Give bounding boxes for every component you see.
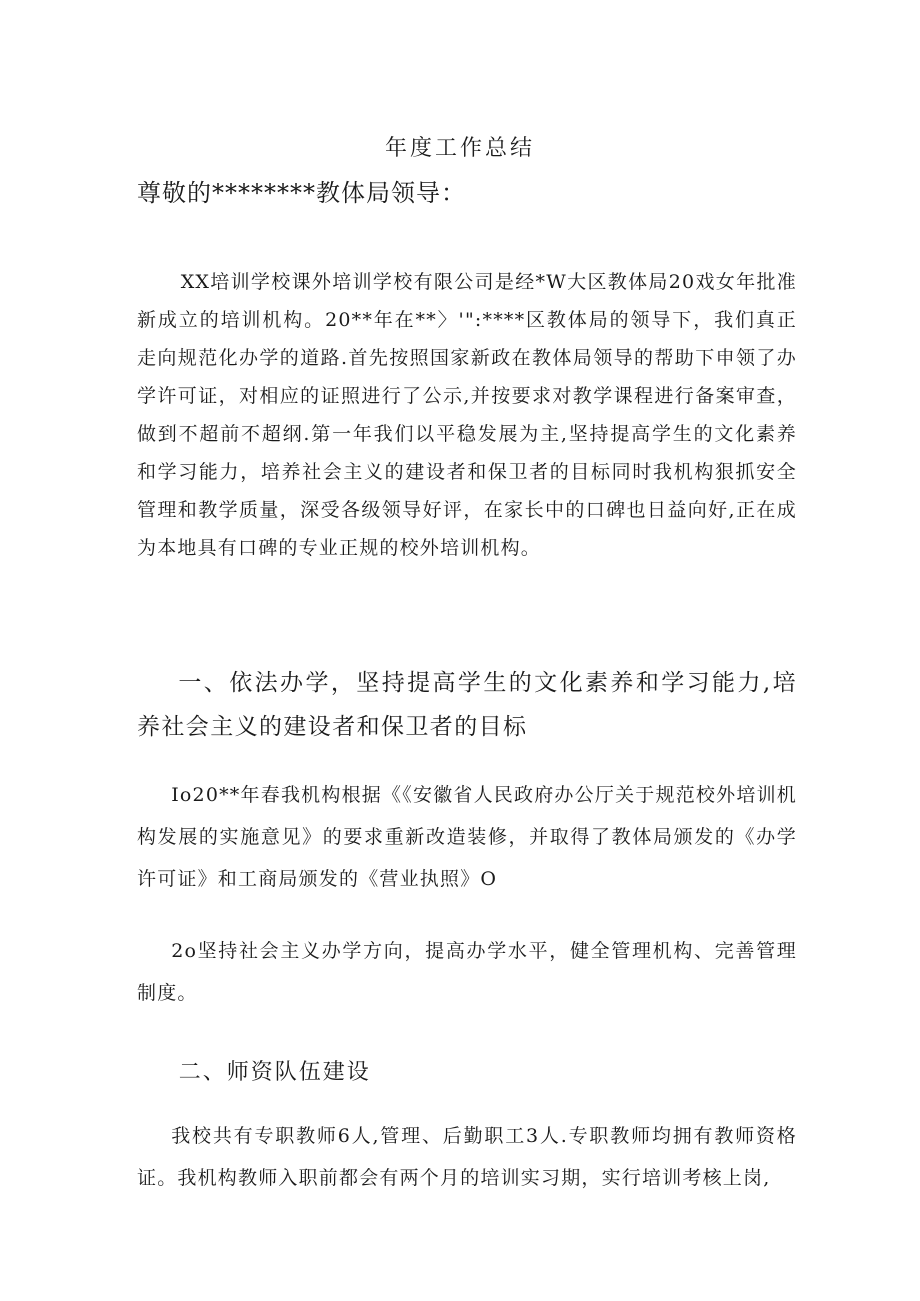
section-1-item-2: 2o坚持社会主义办学方向，提高办学水平，健全管理机构、完善管理制度。 [137,940,797,1004]
salutation: 尊敬的********教体局领导： [137,179,466,207]
section-heading-1: 一、依法办学，坚持提高学生的文化素养和学习能力,培养社会主义的建设者和保卫者的目标 [137,670,797,740]
intro-paragraph: XX培训学校课外培训学校有限公司是经*W大区教体局20戏女年批准新成立的培训机构。20**年在**〉'":****区教体局的领导下，我们真正走向规范化办学的道路.首先按照国家新政在教体局领导的帮助下申领了办学许可证，对相应的证照进行了公示,并按要求对教学课程进行备案审查，做到不超前不超纲.第一年我们以平稳发展为主,坚持提高学生的文化素养和学习能力，培养社会主义的建设者和保卫者的目标同时我机构狠抓安全管理和教学质量，深受各级领导好评，在家长中的口碑也日益向好,正在成为本地具有口碑的专业正规的校外培训机构。 [137,271,797,559]
section-1-item-1: Io20**年春我机构根据《《安徽省人民政府办公厅关于规范校外培训机构发展的实施意见》的要求重新改造装修，并取得了教体局颁发的《办学许可证》和工商局颁发的《营业执照》O [137,784,797,890]
document-title: 年度工作总结 [384,136,535,161]
section-heading-2: 二、师资队伍建设 [178,1060,371,1085]
section-2-paragraph: 我校共有专职教师6人,管理、后勤职工3人.专职教师均拥有教师资格证。我机构教师入职前都会有两个月的培训实习期，实行培训考核上岗, [137,1125,797,1189]
